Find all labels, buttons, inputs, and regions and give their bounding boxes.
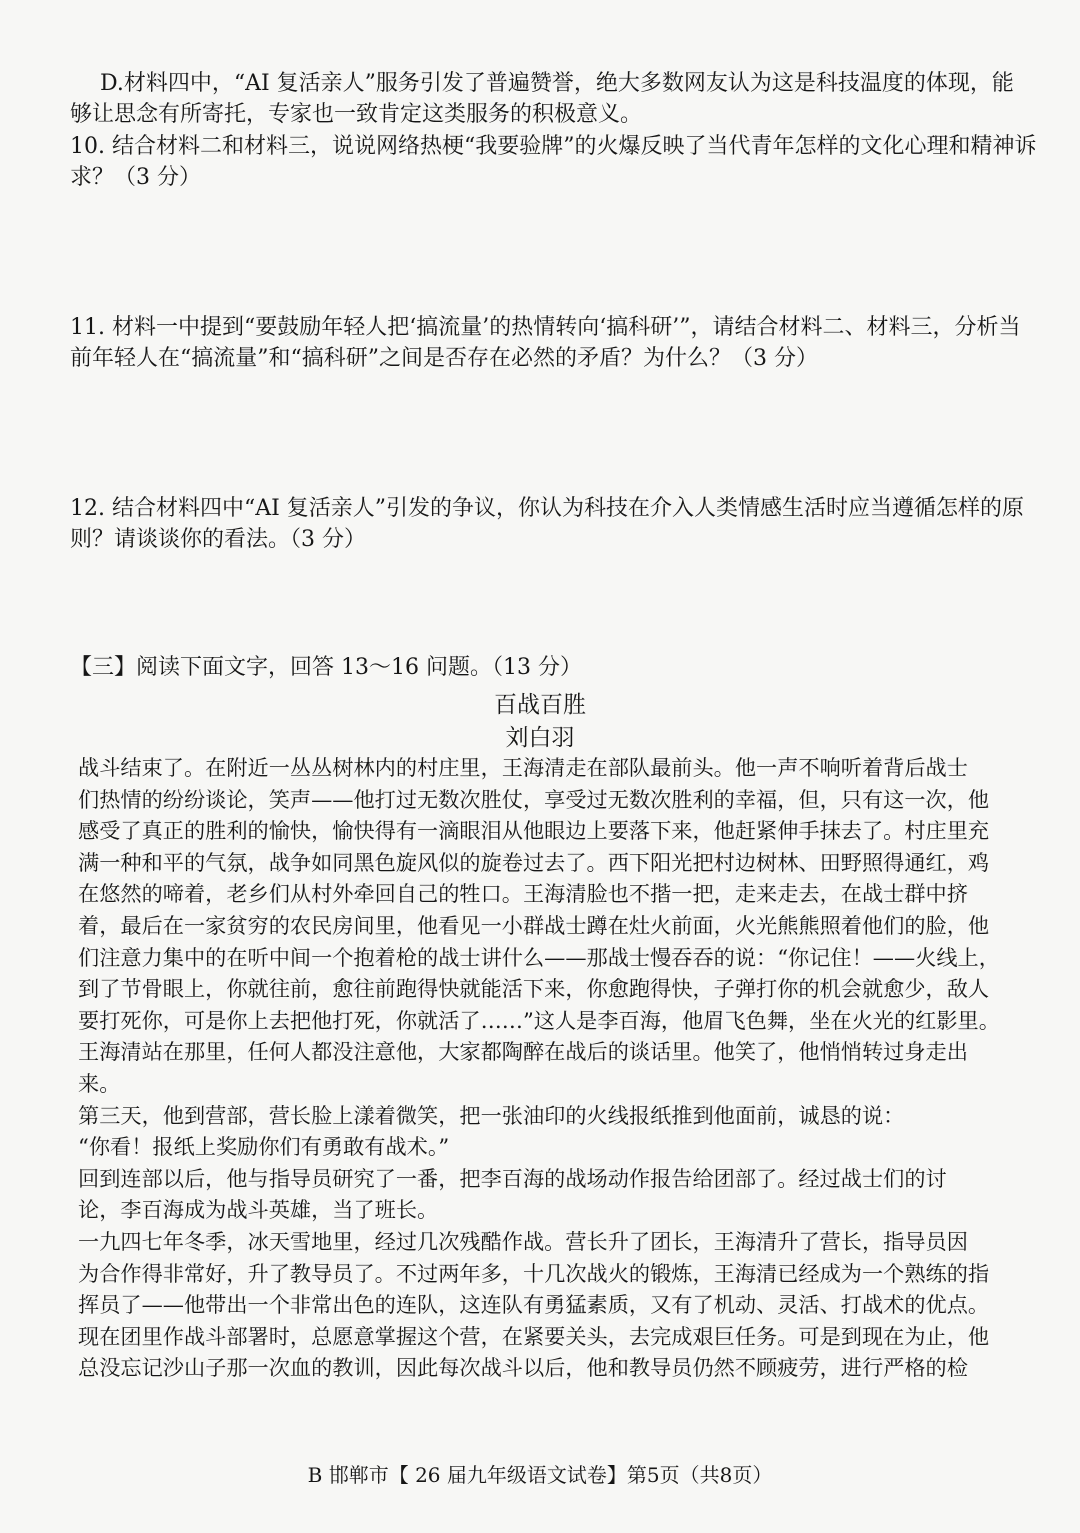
story-line: 王海清站在那里，任何人都没注意他，大家都陶醉在战后的谈话里。他笑了，他悄悄转过身走出 [78, 1039, 968, 1065]
story-line: 论，李百海成为战斗英雄，当了班长。 [78, 1197, 439, 1223]
question-line: 12. 结合材料四中“AI 复活亲人”引发的争议，你认为科技在介入人类情感生活时应当遵循怎样的原 [70, 496, 1025, 521]
story-line: 们注意力集中的在听中间一个抱着枪的战士讲什么——那战士慢吞吞的说：“你记住！——火线上， [78, 944, 1000, 970]
story-line: 战斗结束了。在附近一丛丛树林内的村庄里，王海清走在部队最前头。他一声不响听着背后战士 [78, 755, 968, 780]
story-line: 第三天，他到营部，营长脸上漾着微笑，把一张油印的火线报纸推到他面前，诚恳的说： [78, 1102, 905, 1128]
question-12 [70, 493, 1025, 555]
question-line: 11. 材料一中提到“要鼓励年轻人把‘搞流量’的热情转向‘搞科研’”，请结合材料二、材料三，分析当 [70, 315, 1021, 340]
story-line: 到了节骨眼上，你就往前，愈往前跑得快就能活下来，你愈跑得快，子弹打你的机会就愈少，敌人 [78, 976, 990, 1002]
story-line: 一九四七年冬季，冰天雪地里，经过几次残酷作战。营长升了团长，王海清升了营长，指导员因 [78, 1228, 968, 1254]
story-line: 总没忘记沙山子那一次血的教训，因此每次战斗以后，他和教导员仍然不顾疲劳，进行严格的检 [78, 1355, 968, 1381]
story-line: 要打死你，可是你上去把他打死，你就活了……”这人是李百海，他眉飞色舞，坐在火光的红影里。 [78, 1007, 1000, 1033]
option-d-line: D.材料四中，“AI 复活亲人”服务引发了普遍赞誉，绝大多数网友认为这是科技温度的体现，能 [100, 71, 1014, 96]
story-line: 在悠然的啼着，老乡们从村外牵回自己的牲口。王海清脸也不揩一把，走来走去，在战士群中挤 [78, 881, 968, 907]
question-line: 则？请谈谈你的看法。（3 分） [70, 527, 366, 552]
section-heading-text: 【三】阅读下面文字，回答 13～16 问题。（13 分） [70, 655, 582, 680]
question-10 [70, 131, 1037, 193]
question-11 [70, 312, 1020, 374]
story-title: 百战百胜 [494, 692, 586, 718]
story-body [78, 752, 1018, 1384]
story-line: 们热情的纷纷谈论，笑声——他打过无数次胜仗，享受过无数次胜利的幸福，但，只有这一次，他 [78, 786, 990, 812]
story-line: 来。 [78, 1070, 121, 1096]
question-line: 10. 结合材料二和材料三，说说网络热梗“我要验牌”的火爆反映了当代青年怎样的文化心理和精神诉 [70, 134, 1037, 159]
story-line: “你看！报纸上奖励你们有勇敢有战术。” [78, 1134, 450, 1160]
story-author: 刘白羽 [505, 725, 575, 751]
question-line: 求？（3 分） [70, 165, 201, 190]
story-line: 满一种和平的气氛，战争如同黑色旋风似的旋卷过去了。西下阳光把村边树林、田野照得通红，鸡 [78, 849, 990, 875]
story-line: 感受了真正的胜利的愉快，愉快得有一滴眼泪从他眼边上要落下来，他赶紧伸手抹去了。村庄里充 [78, 818, 990, 844]
option-d-line: 够让思念有所寄托，专家也一致肯定这类服务的积极意义。 [70, 102, 643, 127]
section-three-heading [70, 652, 1020, 683]
page-footer: B 邯郸市【 26 届九年级语文试卷】第5页（共8页） [307, 1463, 773, 1487]
story-line: 为合作得非常好，升了教导员了。不过两年多，十几次战火的锻炼，王海清已经成为一个熟练的指 [78, 1260, 990, 1286]
story-line: 回到连部以后，他与指导员研究了一番，把李百海的战场动作报告给团部了。经过战士们的讨 [78, 1165, 947, 1191]
question-line: 前年轻人在“搞流量”和“搞科研”之间是否存在必然的矛盾？为什么？（3 分） [70, 346, 818, 371]
story-line: 挥员了——他带出一个非常出色的连队，这连队有勇猛素质，又有了机动、灵活、打战术的优点。 [78, 1292, 990, 1318]
option-d [70, 68, 1020, 130]
story-line: 着，最后在一家贫穷的农民房间里，他看见一小群战士蹲在灶火前面，火光熊熊照着他们的脸，他 [78, 912, 990, 938]
story-line: 现在团里作战斗部署时，总愿意掌握这个营，在紧要关头，去完成艰巨任务。可是到现在为止，他 [78, 1323, 990, 1349]
